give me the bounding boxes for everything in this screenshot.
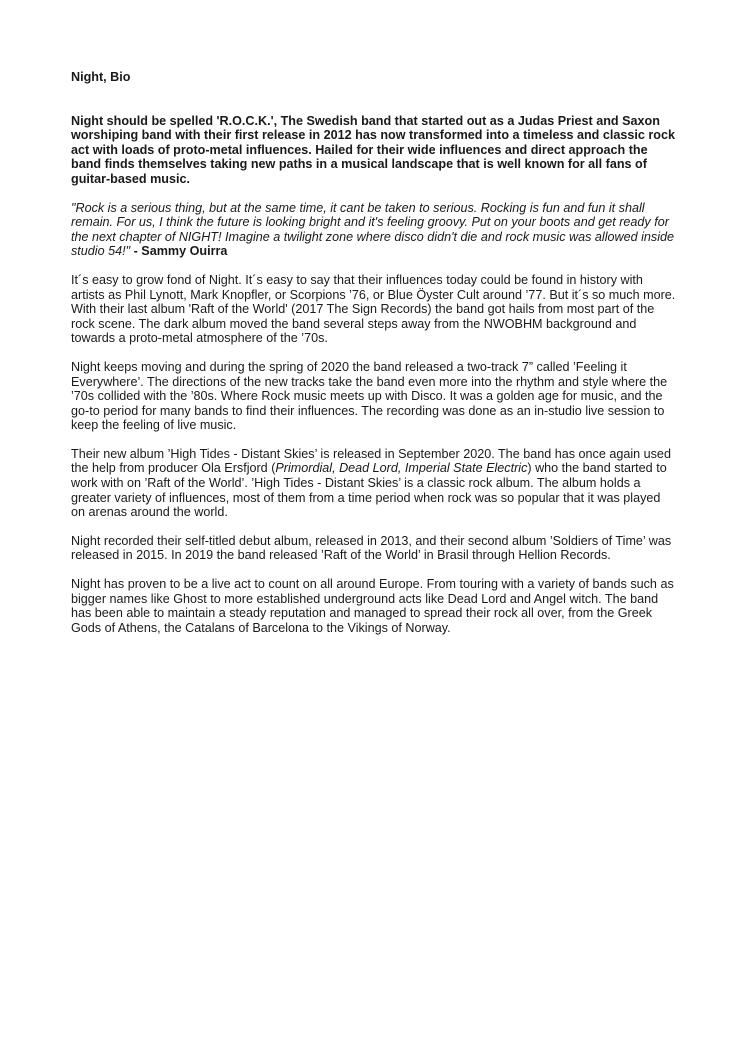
quote-text: "Rock is a serious thing, but at the same time, it cant be taken to serious. Rocking is fun and fun it shall remain. For us, I think the future is looking bright and it's feeling groovy. Put on your boots and get ready for the next chapter of NIGHT! Imagine a twilight zone where disco didn't die and rock music was allowed inside studio 54!"	[71, 200, 675, 259]
lead-paragraph: Night should be spelled 'R.O.C.K.', The Swedish band that started out as a Judas Priest and Saxon worshiping band with their first release in 2012 has now transformed into a timeless and classic rock act with loads of proto-metal influences. Hailed for their wide influences and direct approach the band finds themselves taking new paths in a musical landscape that is well known for all fans of guitar-based music.	[71, 113, 675, 186]
body-paragraph-2: Night keeps moving and during the spring of 2020 the band released a two-track 7” called ’Feeling it Everywhere’. The directions of the new tracks take the band even more into the rhythm and style where the ’70s collided with the ’80s. Where Rock music meets up with Disco. It was a golden age for music, and the go-to period for many bands to find their influences. The recording was done as an in-studio live session to keep the feeling of live music.	[71, 359, 668, 433]
paragraph-3-text-end: ) who the band started to work with on ’Raft of the World’. ’High Tides - Distant Skies’ is a classic rock album. The album holds a greater variety of influences, most of them from a time period when rock was so popular that it was played on arenas around the world.	[71, 461, 667, 520]
document-title: Night, Bio	[71, 70, 131, 84]
body-paragraph-1: It´s easy to grow fond of Night. It´s easy to say that their influences today could be found in history with artists as Phil Lynott, Mark Knopfler, or Scorpions ’76, or Blue Öyster Cult around ’77. But it´s so much more. With their last album 'Raft of the World' (2017 The Sign Records) the band got hails from most part of the rock scene. The dark album moved the band several steps away from the NWOBHM background and towards a proto-metal atmosphere of the ’70s.	[71, 272, 676, 346]
quote-separator: -	[130, 244, 142, 259]
document-page	[71, 70, 677, 649]
producer-credits: Primordial, Dead Lord, Imperial State Electric	[275, 461, 528, 476]
body-paragraph-5: Night has proven to be a live act to count on all around Europe. From touring with a variety of bands such as bigger names like Ghost to more established underground acts like Dead Lord and Angel witch. The band has been able to maintain a steady reputation and managed to spread their rock all over, from the Greek Gods of Athens, the Catalans of Barcelona to the Vikings of Norway.	[71, 577, 674, 635]
paragraph-3-text-start: Their new album ’High Tides - Distant Skies’ is released in September 2020. The band has once again used the help from producer Ola Ersfjord (	[71, 446, 671, 476]
body-paragraph-3	[71, 447, 677, 520]
body-paragraph-4: Night recorded their self-titled debut album, released in 2013, and their second album ’Soldiers of Time’ was released in 2015. In 2019 the band released ’Raft of the World’ in Brasil through Hellion Records.	[71, 533, 672, 563]
quote-author: Sammy Ouirra	[141, 244, 228, 259]
band-quote	[71, 201, 677, 259]
